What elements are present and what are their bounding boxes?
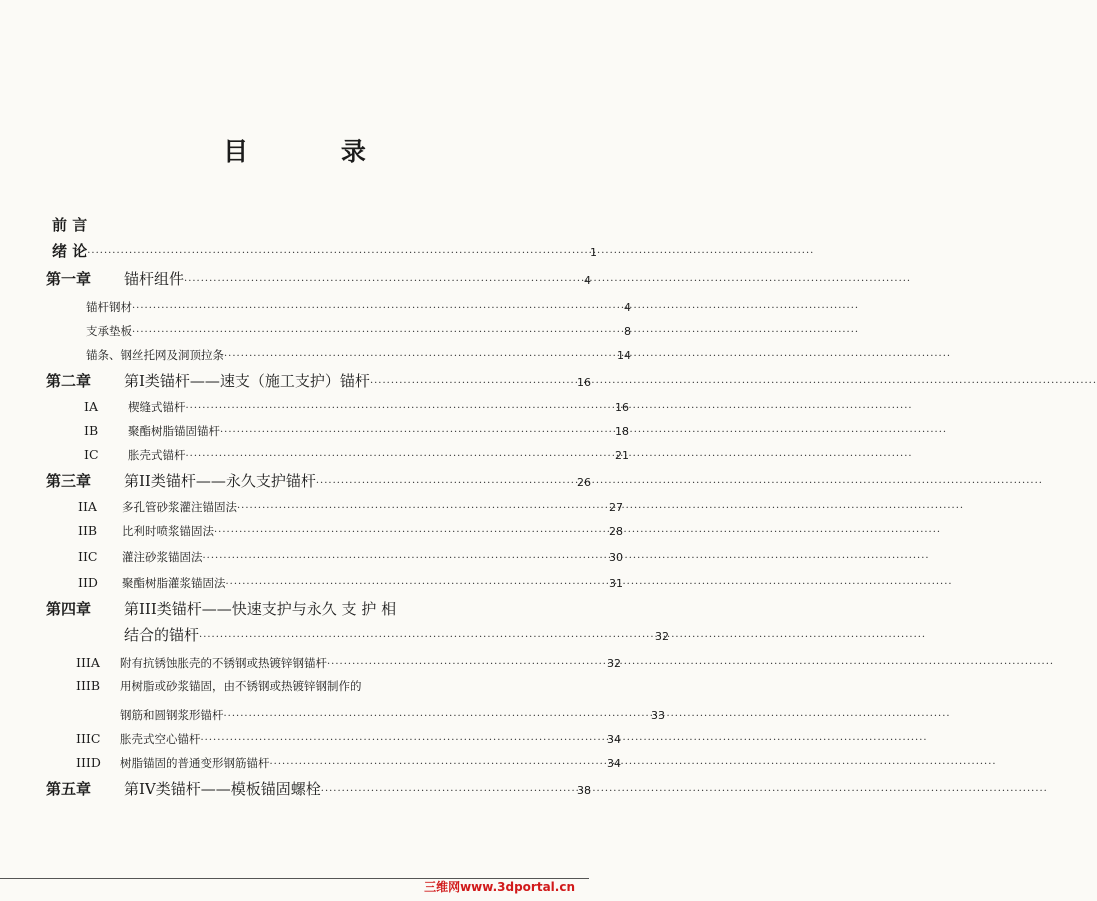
dot-leader — [220, 420, 589, 439]
section-title: 聚酯树脂锚固锚杆 — [128, 424, 220, 438]
dot-leader — [224, 704, 626, 723]
entry-title: 前 言 — [52, 216, 88, 234]
dot-leader — [132, 296, 591, 315]
chapter-title: 第II类锚杆——永久支护锚杆 — [124, 472, 316, 490]
section-code: IIB — [78, 523, 98, 538]
page-number: 4 — [624, 301, 631, 314]
section-title: 灌注砂浆锚固法 — [122, 550, 203, 564]
dot-leader — [321, 779, 551, 798]
page-number: 28 — [609, 525, 623, 538]
page-number: 21 — [615, 449, 629, 462]
section-code: IB — [84, 423, 99, 438]
section-code: IIIB — [76, 678, 100, 693]
section-code: IIC — [78, 549, 98, 564]
chapter-title: 锚杆组件 — [124, 270, 185, 288]
section-title: 比利时喷浆锚固法 — [122, 524, 214, 538]
page-number: 38 — [577, 784, 591, 797]
page-number: 34 — [607, 733, 621, 746]
section-code: IIID — [76, 755, 101, 770]
toc-entry — [0, 728, 665, 750]
toc-entry — [0, 370, 635, 392]
dot-leader — [226, 572, 584, 591]
dot-leader — [370, 371, 551, 390]
chapter-number: 第三章 — [46, 472, 92, 490]
section-title: 多孔管砂浆灌注锚固法 — [122, 500, 237, 514]
page-number: 16 — [615, 401, 629, 414]
page-number: 30 — [609, 551, 623, 564]
page-number: 27 — [609, 501, 623, 514]
section-code: IIIA — [76, 655, 100, 670]
section-heading — [84, 447, 186, 463]
page-number: 32 — [655, 630, 669, 643]
chapter-number: 第五章 — [46, 780, 92, 798]
toc-entry — [0, 268, 635, 290]
toc-entry — [0, 704, 709, 726]
toc-entry — [0, 678, 665, 700]
toc-entry — [0, 344, 675, 366]
toc-entry — [0, 240, 641, 262]
watermark: 三维网www.3dportal.cn — [424, 880, 575, 894]
section-heading — [76, 755, 270, 771]
section-title: 附有抗锈蚀胀壳的不锈钢或热镀锌钢锚杆 — [120, 656, 327, 670]
section-title: 楔缝式锚杆 — [128, 400, 186, 414]
entry-title: 锚条、钢丝托网及洞顶拉条 — [86, 348, 224, 362]
page-number: 32 — [607, 657, 621, 670]
chapter-number: 第四章 — [46, 600, 92, 618]
page-number: 31 — [609, 577, 623, 590]
toc-entry — [0, 444, 673, 466]
entry-title: 支承垫板 — [86, 324, 132, 338]
page-number: 33 — [651, 709, 665, 722]
dot-leader — [186, 396, 590, 415]
toc-entry — [0, 652, 665, 674]
section-title: 用树脂或砂浆锚固，由不锈钢或热镀锌钢制作的 — [120, 679, 362, 693]
dot-leader — [237, 496, 583, 515]
chapter-number: 第一章 — [46, 270, 92, 288]
chapter-heading — [46, 268, 184, 289]
section-title: 胀壳式空心锚杆 — [120, 732, 201, 746]
section-title: 树脂锚固的普通变形钢筋锚杆 — [120, 756, 270, 770]
chapter-title: 第IV类锚杆——模板锚固螺栓 — [124, 780, 321, 798]
toc-entry — [0, 296, 675, 318]
toc-entry — [0, 420, 673, 442]
chapter-title: 第III类锚杆——快速支护与永久 支 护 相 — [124, 600, 397, 618]
chapter-heading — [46, 598, 396, 619]
toc-entry — [0, 546, 667, 568]
page-title: 目 录 — [223, 137, 408, 166]
section-title: 聚酯树脂灌浆锚固法 — [122, 576, 226, 590]
toc-entry — [0, 496, 667, 518]
section-code: IIA — [78, 499, 97, 514]
dot-leader — [201, 728, 582, 747]
dot-leader — [184, 269, 551, 288]
dot-leader — [270, 752, 582, 771]
page-number: 4 — [584, 274, 591, 287]
page-number: 34 — [607, 757, 621, 770]
page-number: 1 — [590, 246, 597, 259]
section-code: IID — [78, 575, 98, 590]
page-number: 14 — [617, 349, 631, 362]
section-heading — [76, 678, 362, 694]
chapter-title-continued: 结合的锚杆 — [124, 626, 200, 644]
entry-title: 绪 论 — [52, 242, 88, 260]
toc-entry — [0, 214, 641, 236]
section-title-continued: 钢筋和圆钢浆形锚杆 — [120, 708, 224, 722]
dot-leader — [224, 344, 591, 363]
entry-title: 锚杆钢材 — [86, 300, 132, 314]
dot-leader — [199, 625, 629, 644]
toc-entry — [0, 624, 713, 646]
page-number: 8 — [624, 325, 631, 338]
dot-leader — [132, 320, 591, 339]
section-heading — [78, 499, 237, 515]
chapter-heading — [46, 370, 370, 391]
chapter-heading — [46, 778, 321, 799]
section-heading — [76, 655, 327, 671]
toc-entry — [0, 396, 673, 418]
toc-entry — [0, 470, 635, 492]
section-code: IIIC — [76, 731, 101, 746]
toc-entry — [0, 752, 665, 774]
page-number: 18 — [615, 425, 629, 438]
toc-entry — [0, 598, 635, 620]
toc-entry — [0, 572, 667, 594]
chapter-heading — [46, 470, 316, 491]
toc-entry — [0, 320, 675, 342]
dot-leader — [327, 652, 581, 671]
section-heading — [78, 549, 203, 565]
section-heading — [78, 523, 214, 539]
section-heading — [78, 575, 226, 591]
page-number: 26 — [577, 476, 591, 489]
dot-leader — [214, 520, 583, 539]
section-heading — [84, 423, 220, 439]
dot-leader — [186, 444, 590, 463]
toc-entry — [0, 520, 667, 542]
section-title: 胀壳式锚杆 — [128, 448, 186, 462]
dot-leader — [316, 471, 551, 490]
chapter-title: 第I类锚杆——速支（施工支护）锚杆 — [124, 372, 370, 390]
section-code: IA — [84, 399, 98, 414]
dot-leader — [87, 241, 557, 260]
dot-leader — [203, 546, 584, 565]
page-number: 16 — [577, 376, 591, 389]
section-heading — [76, 731, 201, 747]
chapter-number: 第二章 — [46, 372, 92, 390]
section-code: IC — [84, 447, 99, 462]
section-heading — [84, 399, 186, 415]
toc-entry — [0, 778, 635, 800]
